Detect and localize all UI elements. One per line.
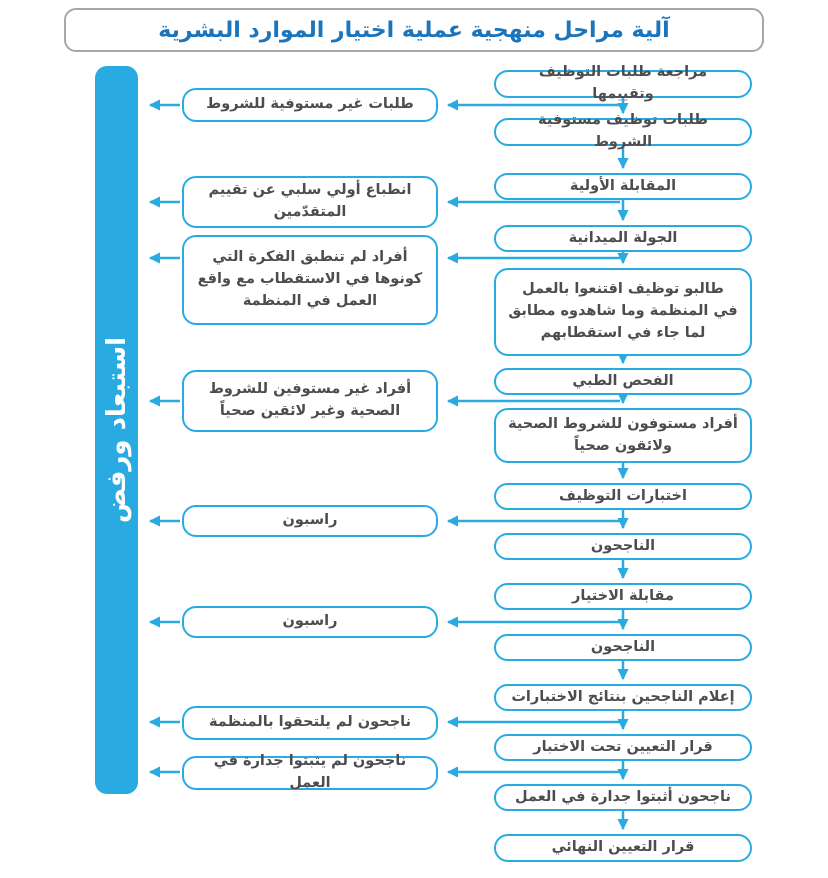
rejection-interview-failures: راسبون	[182, 606, 438, 638]
flow-step-medical-exam: الفحص الطبي	[494, 368, 752, 395]
diagram-title-box	[64, 8, 764, 52]
rejection-did-not-prove-merit: ناجحون لم يثبتوا جدارة في العمل	[182, 756, 438, 790]
flow-step-final-appointment: قرار التعيين النهائي	[494, 834, 752, 862]
flow-step-medically-fit: أفراد مستوفون للشروط الصحية ولائقون صحياً	[494, 408, 752, 463]
flow-step-initial-interview: المقابلة الأولية	[494, 173, 752, 200]
flow-step-interview-passers: الناجحون	[494, 634, 752, 661]
flow-step-proved-merit: ناجحون أثبتوا جدارة في العمل	[494, 784, 752, 811]
flow-step-selection-interview: مقابلة الاختيار	[494, 583, 752, 610]
rejection-did-not-join: ناجحون لم يلتحقوا بالمنظمة	[182, 706, 438, 740]
rejection-unqualified-applications: طلبات غير مستوفية للشروط	[182, 88, 438, 122]
rejection-medically-unfit: أفراد غير مستوفين للشروط الصحية وغير لائقين صحياً	[182, 370, 438, 432]
flow-step-results-announcement: إعلام الناجحين بنتائج الاختبارات	[494, 684, 752, 711]
rejection-bar	[95, 66, 138, 794]
flow-step-employment-tests: اختبارات التوظيف	[494, 483, 752, 510]
flow-step-probation-appointment: قرار التعيين تحت الاختبار	[494, 734, 752, 761]
flow-step-review-applications: مراجعة طلبات التوظيف وتقييمها	[494, 70, 752, 98]
diagram-title: آلية مراحل منهجية عملية اختيار الموارد البشرية	[158, 17, 670, 43]
to-bar-connectors	[150, 105, 180, 772]
flow-step-test-passers: الناجحون	[494, 533, 752, 560]
rejection-negative-first-impression: انطباع أولي سلبي عن تقييم المتقدّمين	[182, 176, 438, 228]
rejection-test-failures: راسبون	[182, 505, 438, 537]
flow-step-qualified-applications: طلبات توظيف مستوفية الشروط	[494, 118, 752, 146]
flow-step-convinced-applicants: طالبو توظيف اقتنعوا بالعمل في المنظمة وما شاهدوه مطابق لما جاء في استقطابهم	[494, 268, 752, 356]
flow-step-field-tour: الجولة الميدانية	[494, 225, 752, 252]
rejection-bar-label: استبعاد ورفض	[101, 336, 132, 524]
rejection-mismatched-expectations: أفراد لم تنطبق الفكرة التي كونوها في الاستقطاب مع واقع العمل في المنظمة	[182, 235, 438, 325]
